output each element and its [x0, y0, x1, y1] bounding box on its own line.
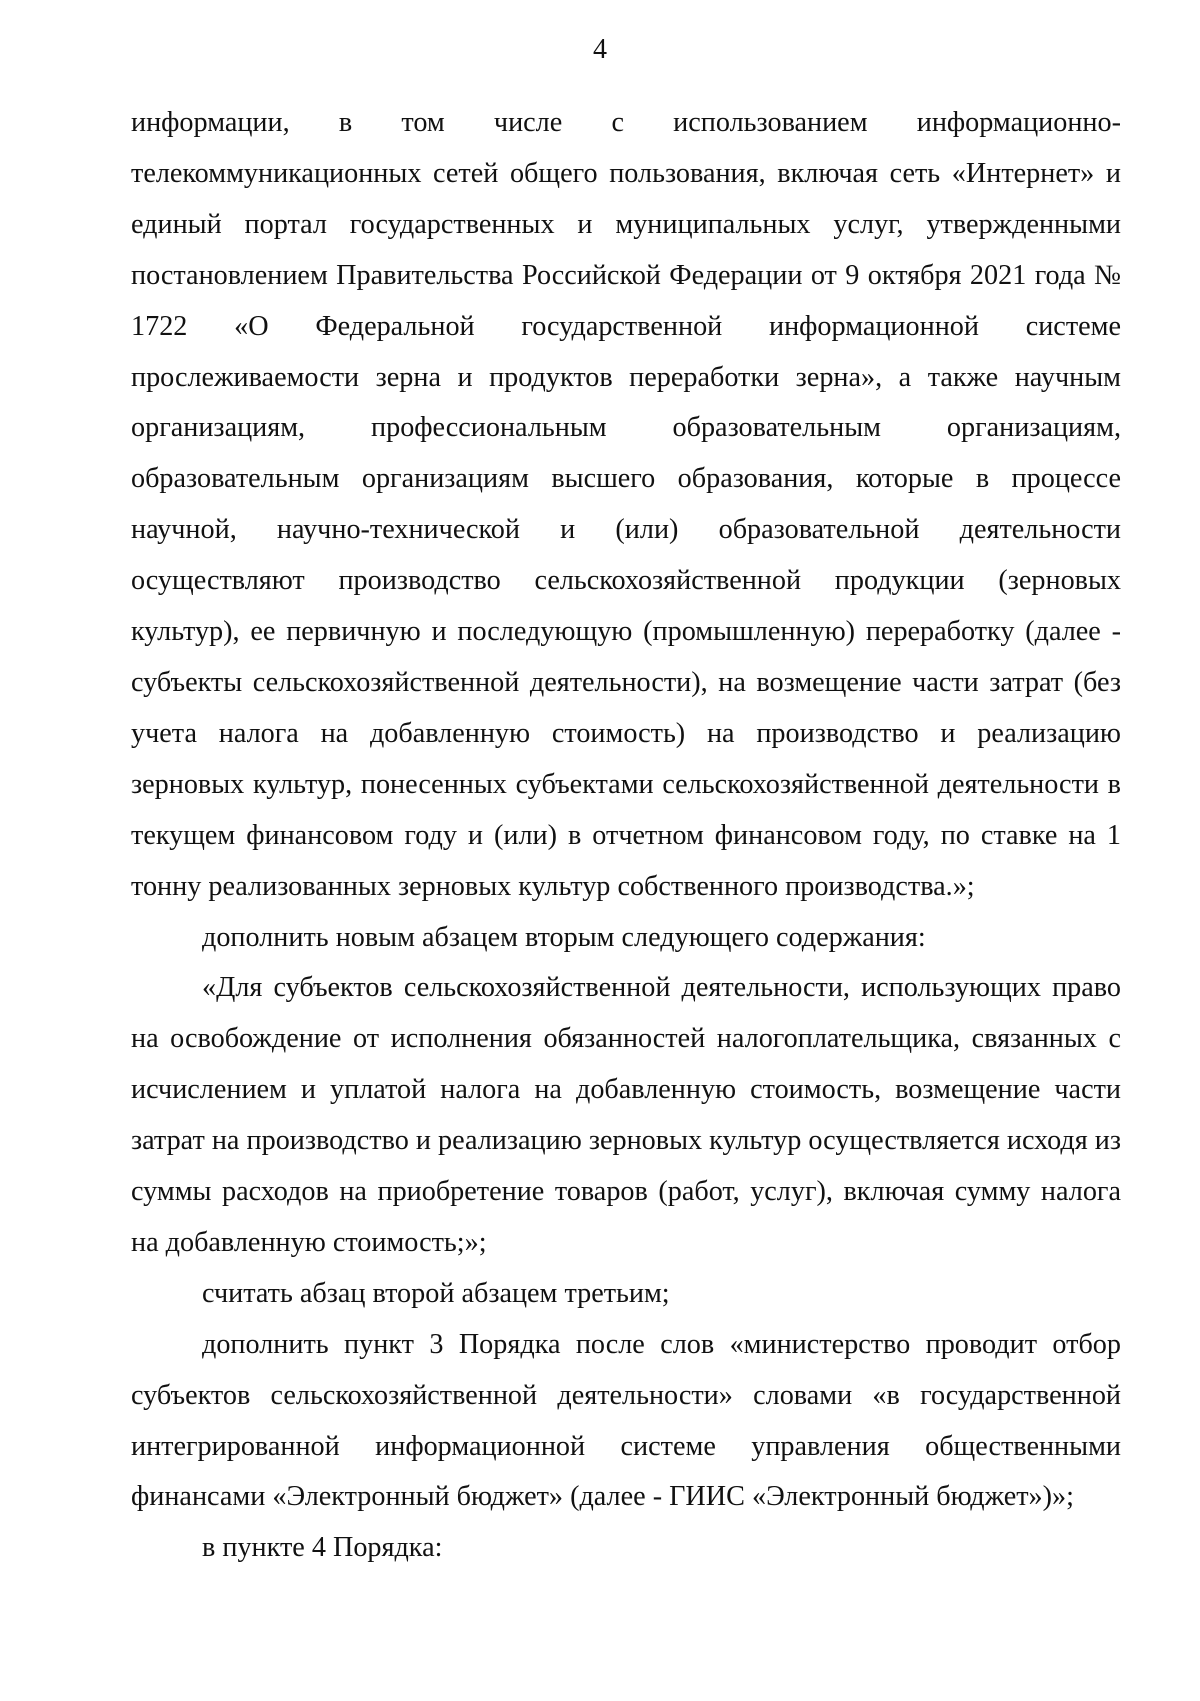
- paragraph-point-3: дополнить пункт 3 Порядка после слов «министерство проводит отбор субъектов сельскохозяйственной деятельности» словами «в государственной интегрированной информационной системе управления общественными финансами «Электронный бюджет» (далее - ГИИС «Электронный бюджет»)»;: [131, 1328, 1121, 1513]
- paragraph-continuation: информации, в том числе с использованием информационно-телекоммуникационных сетей общего пользования, включая сеть «Интернет» и единый портал государственных и муниципальных услуг, утвержденными постановлением Правительства Российской Федерации от 9 октября 2021 года № 1722 «О Федеральной государственной информационной системе прослеживаемости зерна и продуктов переработки зерна», а также научным организациям, профессиональным образовательным организациям, образовательным организациям высшего образования, которые в процессе научной, научно-технической и (или) образовательной деятельности осуществляют производство сельскохозяйственной продукции (зерновых культур), ее первичную и последующую (промышленную) переработку (далее - субъекты сельскохозяйственной деятельности), на возмещение части затрат (без учета налога на добавленную стоимость) на производство и реализацию зерновых культур, понесенных субъектами сельскохозяйственной деятельности в текущем финансовом году и (или) в отчетном финансовом году, по ставке на 1 тонну реализованных зерновых культур собственного производства.»;: [131, 107, 1121, 902]
- paragraph-add-second-abzac: дополнить новым абзацем вторым следующего содержания:: [202, 921, 926, 953]
- paragraph-renumber: считать абзац второй абзацем третьим;: [202, 1277, 670, 1309]
- paragraph-quoted-text: «Для субъектов сельскохозяйственной деятельности, использующих право на освобождение от исполнения обязанностей налогоплательщика, связанных с исчислением и уплатой налога на добавленную стоимость, возмещение части затрат на производство и реализацию зерновых культур осуществляется исходя из суммы расходов на приобретение товаров (работ, услуг), включая сумму налога на добавленную стоимость;»;: [131, 972, 1121, 1258]
- document-body: [131, 98, 1121, 1574]
- paragraph-point-4: в пункте 4 Порядка:: [202, 1532, 443, 1564]
- page-number: 4: [593, 34, 607, 65]
